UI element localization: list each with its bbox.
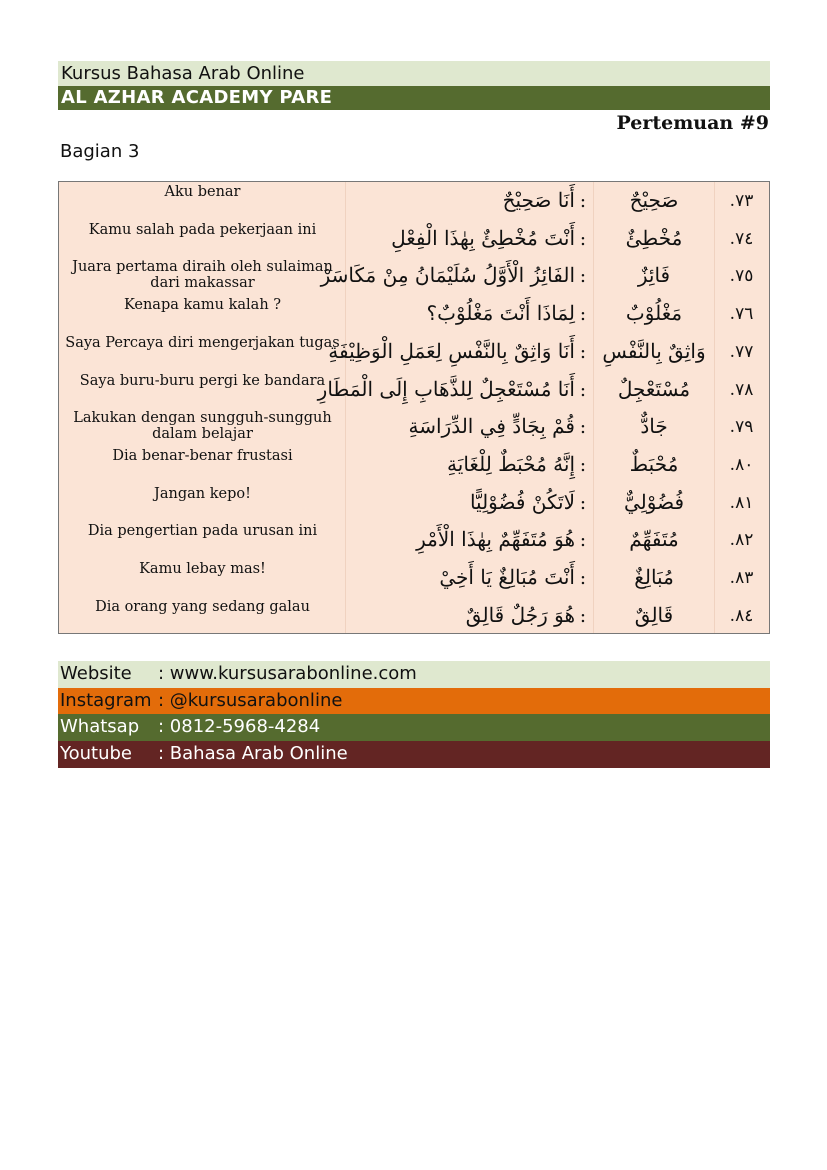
table-row xyxy=(59,597,769,635)
youtube-label: Youtube xyxy=(60,743,132,764)
separator-colon: : xyxy=(579,190,587,212)
separator-colon: : xyxy=(579,303,587,326)
website-link[interactable]: : www.kursusarabonline.com xyxy=(158,663,417,684)
arabic-word: قَالِقٌ xyxy=(634,602,674,627)
arabic-word: صَحِيْحٌ xyxy=(629,188,679,212)
arabic-sentence: هُوَ رَجُلٌ قَالِقٌ xyxy=(465,602,575,627)
arabic-sentence: هُوَ مُتَفَهِّمٌ بِهٰذَا الْأَمْرِ xyxy=(416,527,575,552)
table-row xyxy=(59,182,769,220)
meaning-text: Aku benar xyxy=(164,184,241,200)
table-row xyxy=(59,220,769,258)
row-number: ٧٩. xyxy=(729,417,754,438)
row-number: ٨٢. xyxy=(729,530,754,551)
row-number: ٧٥. xyxy=(729,266,754,287)
arabic-word: مُبَالِغٌ xyxy=(634,565,674,589)
instagram-row xyxy=(58,688,770,715)
whatsapp-number[interactable]: : 0812-5968-4284 xyxy=(158,716,321,737)
meaning-text: Kamu lebay mas! xyxy=(139,561,266,577)
website-label: Website xyxy=(60,663,132,684)
table-row xyxy=(59,559,769,597)
arabic-word: جَادٌّ xyxy=(640,414,668,439)
row-number: ٧٦. xyxy=(729,304,754,325)
arabic-sentence: إِنَّهُ مُحْبَطٌ لِلْغَايَةِ xyxy=(447,451,575,476)
row-number: ٧٧. xyxy=(729,341,754,362)
arabic-sentence: أَنْتَ مُخْطِئٌ بِهٰذَا الْفِعْلِ xyxy=(391,225,575,250)
arabic-sentence: لَاتَكُنْ فُضُوْلِيًّا xyxy=(469,489,575,514)
separator-colon: : xyxy=(579,416,587,439)
meaning-text: Kamu salah pada pekerjaan ini xyxy=(88,221,317,238)
meaning-text: Dia orang yang sedang galau xyxy=(95,598,310,615)
row-number: ٨٠. xyxy=(729,454,754,475)
meeting-title: Pertemuan #9 xyxy=(616,112,769,134)
row-number: ٧٣. xyxy=(729,191,754,211)
meaning-text: Dia benar-benar frustasi xyxy=(112,447,293,464)
row-number: ٧٤. xyxy=(729,228,754,249)
meaning-text: Lakukan dengan sungguh-sungguh dalam belajar xyxy=(73,410,332,443)
separator-colon: : xyxy=(579,453,587,476)
instagram-handle[interactable]: : @kursusarabonline xyxy=(158,690,343,711)
arabic-word: مُخْطِئٌ xyxy=(625,225,683,250)
arabic-sentence: الفَائِزُ الْأَوَّلُ سُلَيْمَانُ مِنْ مَكَاسَرْ xyxy=(320,263,575,288)
table-row xyxy=(59,521,769,559)
row-number: ٨٤. xyxy=(729,605,754,626)
meaning-text: Saya Percaya diri mengerjakan tugas xyxy=(65,334,340,351)
section-title: Bagian 3 xyxy=(60,141,140,162)
meaning-text: Dia pengertian pada urusan ini xyxy=(87,523,318,540)
youtube-channel[interactable]: : Bahasa Arab Online xyxy=(158,743,348,764)
arabic-word: مُحْبَطٌ xyxy=(629,451,679,476)
table-row xyxy=(59,371,769,409)
row-number: ٧٨. xyxy=(729,379,754,400)
arabic-word: مُتَفَهِّمٌ xyxy=(629,527,679,552)
separator-colon: : xyxy=(579,340,587,363)
row-number: ٨٣. xyxy=(729,568,754,588)
course-name-banner: Kursus Bahasa Arab Online xyxy=(58,61,770,86)
row-number: ٨١. xyxy=(729,492,754,513)
arabic-sentence: أَنَا مُسْتَعْجِلٌ لِلذَّهَابِ إِلَى الْمَطَارِ xyxy=(317,376,575,401)
whatsapp-row xyxy=(58,714,770,741)
arabic-word: مَغْلُوْبٌ xyxy=(625,301,683,326)
meaning-text: Saya buru-buru pergi ke bandara xyxy=(79,372,326,389)
meaning-text: Jangan kepo! xyxy=(154,485,251,502)
separator-colon: : xyxy=(579,227,587,250)
whatsapp-label: Whatsap xyxy=(60,716,140,737)
academy-banner: AL AZHAR ACADEMY PARE xyxy=(58,86,770,110)
arabic-sentence: أَنَا وَاثِقٌ بِالنَّفْسِ لِعَمَلِ الْوَظِيْفَةِ xyxy=(328,338,575,363)
arabic-sentence: قُمْ بِجَادٍّ فِي الدِّرَاسَةِ xyxy=(408,414,575,439)
separator-colon: : xyxy=(579,567,587,589)
table-row xyxy=(59,408,769,446)
table-row xyxy=(59,333,769,371)
table-row xyxy=(59,484,769,522)
arabic-sentence: لِمَاذَا أَنْتَ مَغْلُوْبٌ؟ xyxy=(426,301,575,326)
arabic-word: فُضُوْلِيٌّ xyxy=(624,489,684,514)
arabic-word: وَاثِقٌ بِالنَّفْسِ xyxy=(602,338,706,363)
table-row xyxy=(59,446,769,484)
vocabulary-table xyxy=(58,181,770,634)
website-row xyxy=(58,661,770,688)
arabic-sentence: أَنَا صَحِيْحٌ xyxy=(502,188,575,212)
instagram-label: Instagram xyxy=(60,690,152,711)
youtube-row xyxy=(58,741,770,768)
arabic-sentence: أَنْتَ مُبَالِغٌ يَا أَخِيْ xyxy=(439,565,575,589)
arabic-word: فَائِزٌ xyxy=(637,263,671,288)
table-row xyxy=(59,295,769,333)
separator-colon: : xyxy=(579,529,587,552)
separator-colon: : xyxy=(579,491,587,514)
separator-colon: : xyxy=(579,604,587,627)
meaning-text: Juara pertama diraih oleh sulaiman dari makassar xyxy=(72,259,333,292)
separator-colon: : xyxy=(579,378,587,401)
separator-colon: : xyxy=(579,265,587,288)
arabic-word: مُسْتَعْجِلٌ xyxy=(617,376,691,401)
table-row xyxy=(59,257,769,295)
meaning-text: Kenapa kamu kalah ? xyxy=(123,297,282,314)
